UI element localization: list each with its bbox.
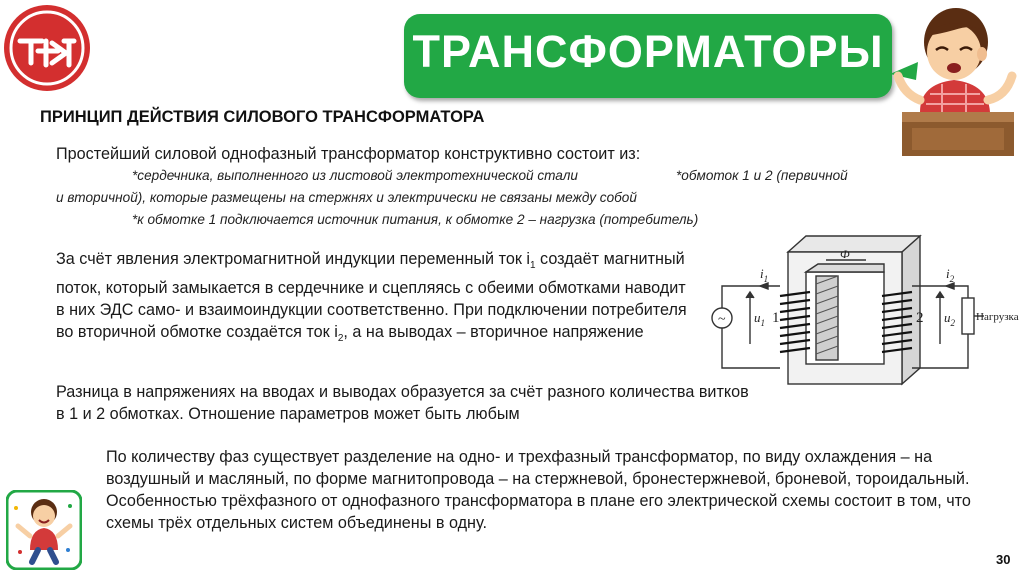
intro-text: Простейший силовой однофазный трансформатор конструктивно состоит из:: [56, 145, 641, 163]
section-heading: ПРИНЦИП ДЕЙСТВИЯ СИЛОВОГО ТРАНСФОРМАТОРА: [40, 108, 485, 126]
paragraph-voltage-difference: Разница в напряжениях на вводах и выводах образуется за счёт разного количества витков в 1 и 2 обмотках. Отношение параметров может быть любым: [56, 383, 749, 423]
voltage-u2-label: $u_2$: [944, 310, 955, 328]
paragraph-induction: [56, 248, 696, 350]
current-i1-label: $i_1$: [760, 266, 769, 284]
note-windings-end: и вторичной), которые размещены на стержнях и электрически не связаны между собой: [56, 190, 637, 205]
load-label: Нагрузка: [976, 311, 1019, 323]
transformer-diagram: [706, 232, 1024, 394]
para1-text-a: За счёт явления электромагнитной индукции переменный ток i: [56, 250, 530, 268]
current-i2-label: $i_2$: [946, 266, 955, 284]
note-connection: *к обмотке 1 подключается источник питания, к обмотке 2 – нагрузка (потребитель): [132, 212, 699, 227]
para1-text-c: , а на выводах – вторичное напряжение: [343, 323, 644, 342]
winding-1-label: 1: [772, 310, 780, 326]
para1-subscript-2: 2: [337, 333, 344, 345]
para1-text-b: создаёт магнитный поток, который замыкается в сердечнике и сцепляясь с обеими обмотками наводит в них ЭДС само- и взаимоиндукции соответственно. При подключении потребителя во вторичной обмотке создаётся ток i: [56, 250, 687, 342]
slide-title: ТРАНСФОРМАТОРЫ: [412, 26, 884, 77]
ac-source-symbol: ~: [718, 312, 726, 327]
note-windings-start: *обмоток 1 и 2 (первичной: [676, 168, 848, 183]
mascot-kid-icon: [6, 490, 82, 570]
flux-label: Ф: [840, 247, 850, 261]
page-number: 30: [996, 552, 1011, 567]
mascot-teacher-icon: [890, 2, 1020, 158]
paragraph-classification: По количеству фаз существует разделение на одно- и трехфазный трансформатор, по виду охлаждения – на воздушный и масляный, по форме магнитопровода – на стержневой, бронестержневой, броневой, тороидальный. Особенностью трёхфазного от однофазного трансформатора в плане его электрической схемы состоит в том, что схемы трёх отдельных систем объединены в одну.: [106, 448, 971, 532]
winding-2-label: 2: [916, 310, 924, 326]
voltage-u1-label: $u_1$: [754, 310, 765, 328]
para1-subscript-1: 1: [530, 260, 536, 272]
logo-icon: [2, 3, 92, 93]
note-core: *сердечника, выполненного из листовой электротехнической стали: [132, 168, 578, 183]
